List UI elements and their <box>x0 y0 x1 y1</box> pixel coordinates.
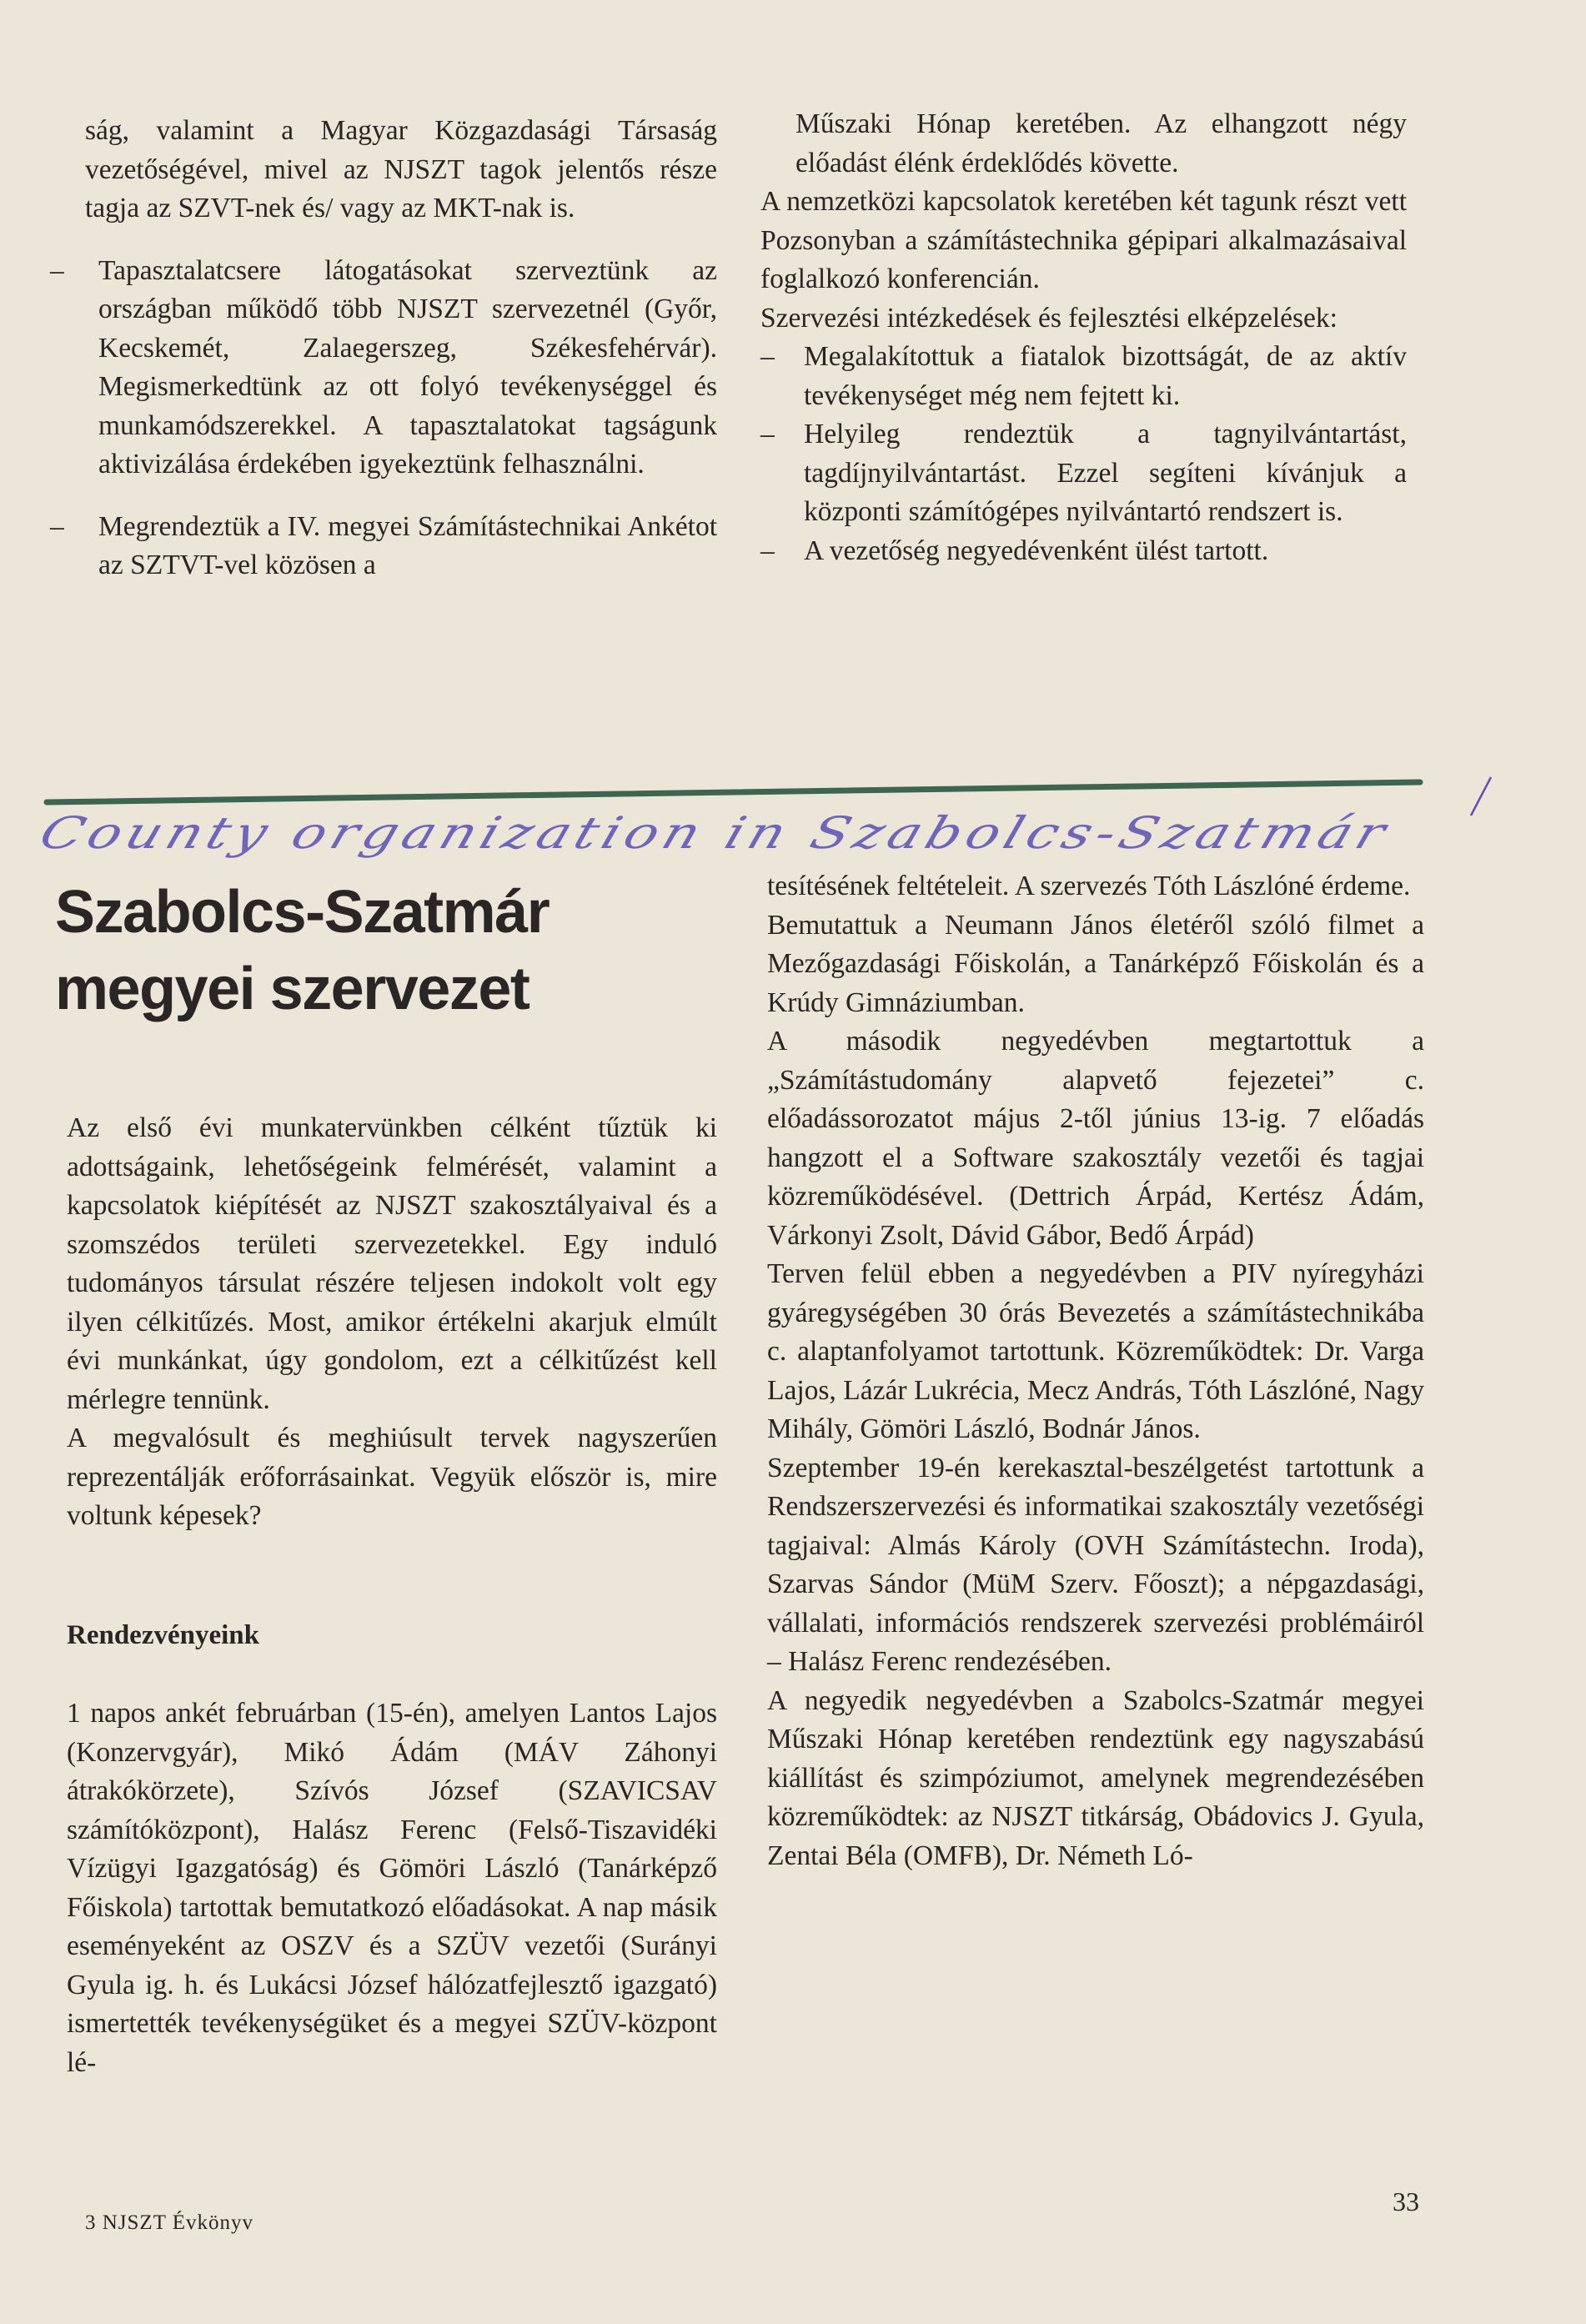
paragraph: Szeptember 19-én kerekasztal-beszélgetést tartottunk a Rendszerszervezési és informatikai szakosztály vezetőségi tagjaival: Almás Károly (OVH Számítástechn. Iroda), Szarvas Sándor (MüM Szerv. Főoszt); a népgazdasági, vállalati, információs rendszerek szervezési problémáiról – Halász Ferenc rendezésében. <box>767 1452 1424 1677</box>
list-item-text: Megalakítottuk a fiatalok bizottságát, de az aktív tevékenységet még nem fejtett ki. <box>804 341 1407 411</box>
list-item <box>760 415 1407 532</box>
bottom-left-column <box>67 1109 717 2082</box>
paragraph: Műszaki Hónap keretében. Az elhangzott négy előadást élénk érdeklődés követte. <box>796 108 1407 178</box>
section-heading: Rendezvényeink <box>67 1619 259 1650</box>
bottom-right-column <box>767 867 1424 1875</box>
list-item-text: A vezetőség negyedévenként ülést tartott. <box>804 535 1269 566</box>
paragraph: Bemutattuk a Neumann János életéről szóló filmet a Mezőgazdasági Főiskolán, a Tanárképző Főiskolán és a Krúdy Gimnáziumban. <box>767 909 1424 1018</box>
footer-signature: 3 NJSZT Évkönyv <box>85 2211 254 2234</box>
page-number: 33 <box>1393 2186 1419 2216</box>
paragraph: A megvalósult és meghiúsult tervek nagyszerűen reprezentálják erőforrásainkat. Vegyük először is, mire voltunk képesek? <box>67 1423 717 1531</box>
title-line-1: Szabolcs-Szatmár <box>55 879 550 946</box>
title-line-2: megyei szervezet <box>55 956 530 1022</box>
dash-bullet: – <box>50 254 64 286</box>
top-right-column <box>760 105 1407 570</box>
paragraph: tesítésének feltételeit. A szervezés Tóth Lászlóné érdeme. <box>767 871 1411 901</box>
list-item <box>50 508 717 585</box>
paragraph: A negyedik negyedévben a Szabolcs-Szatmár megyei Műszaki Hónap keretében rendeztünk egy nagyszabású kiállítást és szimpóziumot, amelynek megrendezésében közreműködtek: az NJSZT titkárság, Obádovics J. Gyula, Zentai Béla (OMFB), Dr. Németh Ló- <box>767 1684 1424 1871</box>
list-item <box>760 338 1407 415</box>
paragraph: 1 napos ankét februárban (15-én), amelyen Lantos Lajos (Konzervgyár), Mikó Ádám (MÁV Záhonyi átrakókörzete), Szívós József (SZAVICSAV számítóközpont), Halász Ferenc (Felső-Tiszavidéki Vízügyi Igazgatóság) és Gömöri László (Tanárképző Főiskola) tartottak bemutatkozó előadásokat. A nap másik eseményeként az OSZV és a SZÜV vezetői (Surányi Gyula ig. h. és Lukácsi József hálózatfejlesztő igazgató) ismertették tevékenységüket és a megyei SZÜV-központ lé- <box>67 1698 717 2078</box>
paragraph: A második negyedévben megtartottuk a „Számítástudomány alapvető fejezetei” c. előadássorozatot május 2-től június 13-ig. 7 előadás hangzott el a Software szakosztály vezetői és tagjai közreműködésével. (Dettrich Árpád, Kertész Ádám, Várkonyi Zsolt, Dávid Gábor, Bedő Árpád) <box>767 1026 1424 1251</box>
handwritten-note: County organization in Szabolcs-Szatmár <box>33 807 1398 859</box>
list-item <box>50 252 717 484</box>
section-rule <box>47 782 1420 802</box>
top-left-column <box>50 112 717 585</box>
paragraph: ság, valamint a Magyar Közgazdasági Társaság vezetőségével, mivel az NJSZT tagok jelentős része tagja az SZVT-nek és/ vagy az MKT-nak is. <box>85 115 717 223</box>
paragraph: A nemzetközi kapcsolatok keretében két tagunk részt vett Pozsonyban a számítástechnika gépipari alkalmazásaival foglalkozó konferencián. <box>760 186 1407 294</box>
dash-bullet: – <box>760 419 775 449</box>
pen-stroke <box>1471 777 1491 816</box>
list-item-text: Tapasztalatcsere látogatásokat szerveztünk az országban működő több NJSZT szervezetnél (Győr, Kecskemét, Zalaegerszeg, Székesfehérvár). Megismerkedtünk az ott folyó tevékenységgel és munkamódszerekkel. A tapasztalatokat tagságunk aktivizálása érdekében igyekeztünk felhasználni. <box>98 254 717 479</box>
dash-bullet: – <box>760 341 775 372</box>
list-item <box>760 532 1407 571</box>
list-item-text: Megrendeztük a IV. megyei Számítástechnikai Ankétot az SZTVT-vel közösen a <box>98 510 717 580</box>
article-title <box>55 874 739 1027</box>
paragraph: Szervezési intézkedések és fejlesztési elképzelések: <box>760 302 1338 334</box>
dash-bullet: – <box>760 535 775 566</box>
list-item-text: Helyileg rendeztük a tagnyilvántartást, tagdíjnyilvántartást. Ezzel segíteni kívánjuk a központi számítógépes nyilvántartó rendszert is. <box>804 419 1407 527</box>
paragraph: Az első évi munkatervünkben célként tűztük ki adottságaink, lehetőségeink felmérését, valamint a kapcsolatok kiépítését az NJSZT szakosztályaival és a szomszédos területi szervezetekkel. Egy induló tudományos társulat részére teljesen indokolt volt egy ilyen célkitűzés. Most, amikor értékelni akarjuk elmúlt évi munkánkat, úgy gondolom, ezt a célkitűzést kell mérlegre tennünk. <box>67 1112 717 1415</box>
paragraph: Terven felül ebben a negyedévben a PIV nyíregyházi gyáregységében 30 órás Bevezetés a számítástechnikába c. alaptanfolyamot tartottunk. Közreműködtek: Dr. Varga Lajos, Lázár Lukrécia, Mecz András, Tóth Lászlóné, Nagy Mihály, Gömöri László, Bodnár János. <box>767 1258 1424 1444</box>
dash-bullet: – <box>50 510 64 542</box>
